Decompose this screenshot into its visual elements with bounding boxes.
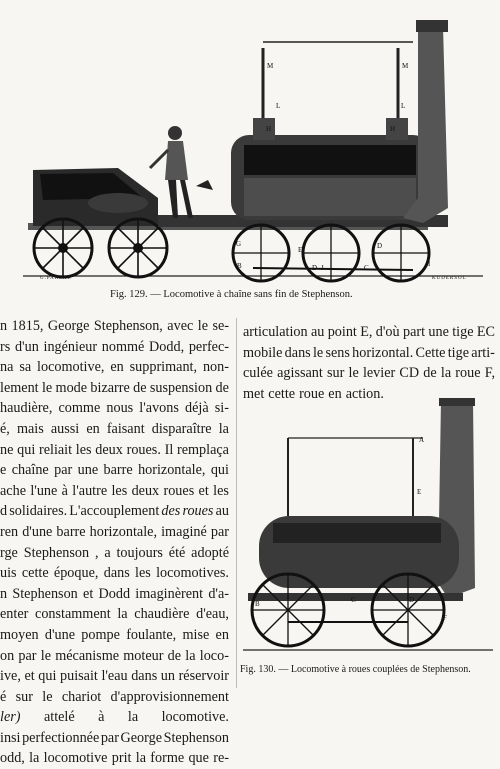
fig-letter: G <box>236 240 242 248</box>
left-column-line: rs d'un ingénieur nommé Dodd, perfec- <box>0 338 229 355</box>
fig-letter: H <box>266 125 272 133</box>
left-column-line: é, mais aussi en faisant disparaître la <box>0 420 229 437</box>
fig-letter: J <box>321 264 324 272</box>
fig-letter: M <box>402 62 409 70</box>
left-column-line: ache l'une à l'autre les deux roues et les <box>0 482 229 499</box>
engraver-signature-left: G.PARSAL <box>40 276 72 281</box>
left-column-line: ler) attelé à la locomotive. <box>0 709 229 726</box>
right-text-column <box>243 322 495 404</box>
fig-letter: A <box>419 436 425 444</box>
fig-letter: I <box>428 260 431 268</box>
left-column-line: lement le mode bizarre de suspension de <box>0 379 229 396</box>
figure-caption-130: Fig. 130. — Locomotive à roues couplées de Stephenson. <box>240 664 471 675</box>
right-column-line: met cette roue en action. <box>243 385 384 402</box>
locomotive-engraving-fig-129 <box>18 8 488 283</box>
right-column-line: culée agissant sur le levier CD de la roue F, <box>243 365 495 382</box>
left-column-line: n 1815, George Stephenson, avec le se- <box>0 318 229 334</box>
fig-letter: M <box>267 62 274 70</box>
left-column-line: insi perfectionnée par George Stephenson <box>0 729 229 746</box>
fig-letter: E <box>417 488 422 496</box>
left-column-line: moyen d'une pompe foulante, mise en <box>0 626 229 643</box>
left-column-line: n Stephenson et Dodd imaginèrent d'a- <box>0 585 229 602</box>
left-column-line: uis cette époque, dans les locomotives. <box>0 565 229 582</box>
fig-letter: H <box>390 125 396 133</box>
left-column-line: ive, et qui puisait l'eau dans un réservoir <box>0 668 229 685</box>
left-column-line: é sur le chariot d'approvisionnement <box>0 688 229 705</box>
fig-letter: B <box>255 600 260 608</box>
left-column-line: haudière, comme nous l'avons déjà si- <box>0 400 229 417</box>
fig-letter: D <box>409 596 415 604</box>
column-divider <box>236 318 237 688</box>
fig-letter: D <box>377 242 383 250</box>
fig-letter: D <box>312 264 318 272</box>
engraver-signature-right: KUDERSOL <box>432 276 467 281</box>
right-column-line: mobile dans le sens horizontal. Cette tige arti- <box>243 344 495 361</box>
left-column-line: ne qui reliait les deux roues. Il remplaça <box>0 441 229 458</box>
right-column-line: articulation au point E, d'où part une tige EC <box>243 324 495 340</box>
left-text-column <box>0 316 229 769</box>
fig-letter: C <box>364 264 369 272</box>
figure-caption-129: Fig. 129. — Locomotive à chaîne sans fin de Stephenson. <box>110 289 353 300</box>
fig-letter: E <box>298 246 303 254</box>
left-column-line: odd, la locomotive prit la forme que re- <box>0 750 229 767</box>
locomotive-engraving-fig-130 <box>243 398 493 658</box>
fig-letter: L <box>276 102 281 110</box>
fig-letter: F <box>443 614 447 622</box>
left-column-line: on par le mécanisme moteur de la loco- <box>0 647 229 664</box>
left-column-line: ren d'une barre horizontale, imaginé par <box>0 523 229 540</box>
fig-letter: B <box>237 262 242 270</box>
left-column-line: enter constamment la chaudière d'eau, <box>0 606 229 623</box>
fig-letter: L <box>401 102 406 110</box>
fig-letter: C <box>351 596 356 604</box>
left-column-line: rge Stephenson , a toujours été adopté <box>0 544 229 561</box>
left-column-line: d solidaires. L'accouplement des roues au <box>0 503 229 520</box>
left-column-line: e chaîne par une barre horizontale, qui <box>0 462 229 479</box>
left-column-line: na sa locomotive, en supprimant, non- <box>0 359 229 376</box>
